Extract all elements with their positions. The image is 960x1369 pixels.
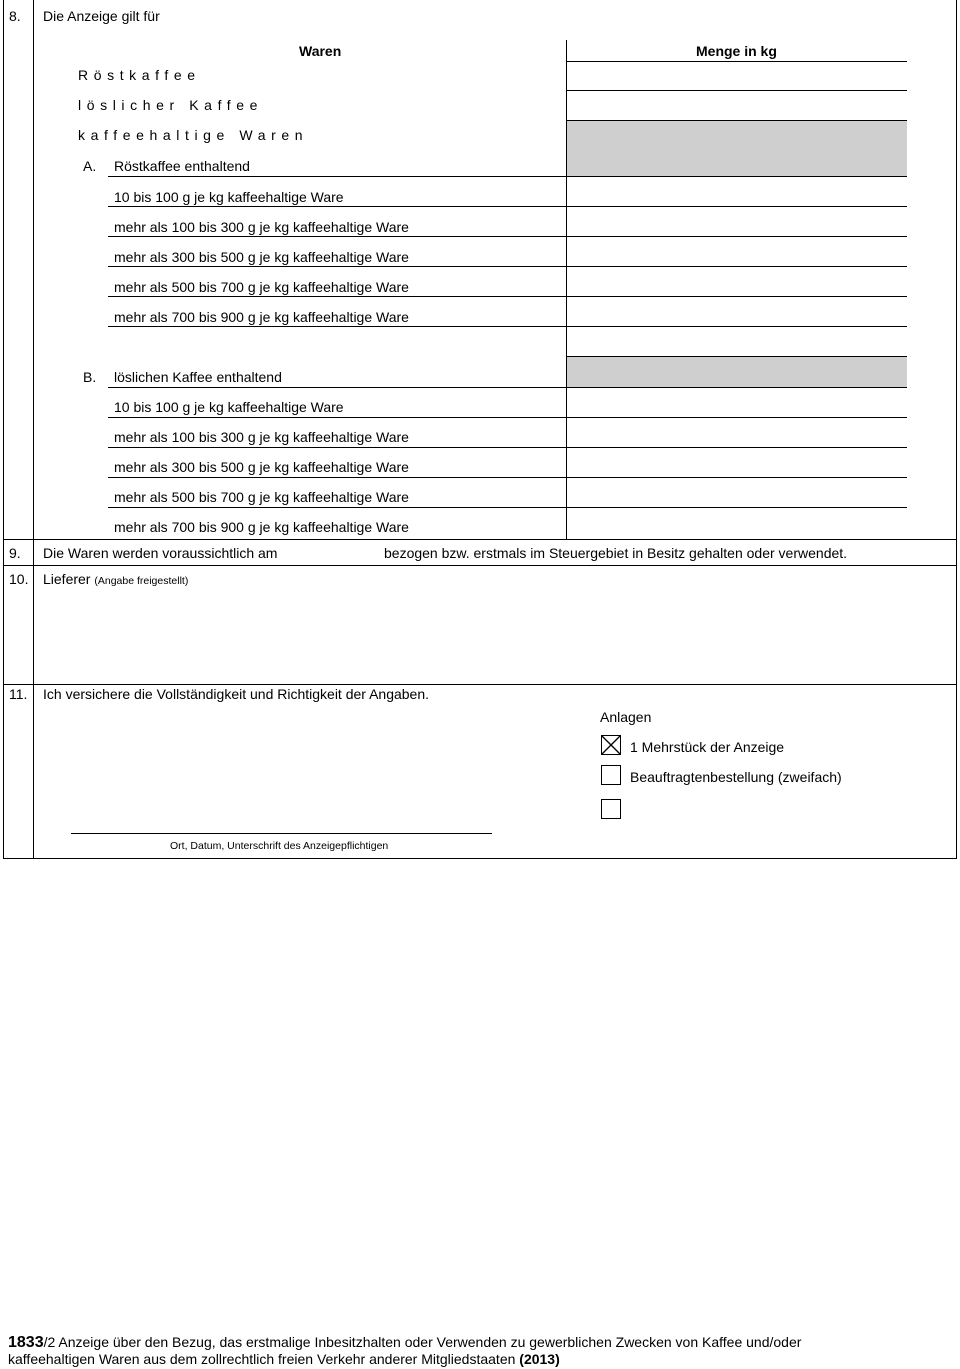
menge-field[interactable] [567,448,907,477]
section9-text-right: bezogen bzw. erstmals im Steuergebiet in Besitz gehalten oder verwendet. [384,545,848,561]
footer-line-2 [8,1351,560,1367]
group-b-title: löslichen Kaffee enthaltend [114,369,282,385]
attachment-checkbox-checked[interactable] [601,735,621,755]
lieferer-note: (Angabe freigestellt) [94,575,189,587]
attachment-checkbox[interactable] [601,799,621,819]
section9-number: 9. [9,545,21,561]
section11-text: Ich versichere die Vollständigkeit und Richtigkeit der Angaben. [43,686,430,702]
signature-line [71,833,492,834]
group-b-row: mehr als 500 bis 700 g je kg kaffeehaltige Ware [114,489,409,505]
category-roestkaffee: Röstkaffee [78,67,201,83]
group-a-letter: A. [83,158,97,174]
section8-number: 8. [9,8,21,24]
menge-field[interactable] [567,237,907,266]
menge-field[interactable] [567,508,907,538]
signature-field[interactable] [71,700,492,833]
group-b-row: mehr als 700 bis 900 g je kg kaffeehaltige Ware [114,519,409,535]
group-b-row: mehr als 300 bis 500 g je kg kaffeehaltige Ware [114,459,409,475]
menge-field[interactable] [567,388,907,417]
footer-title-1: Anzeige über den Bezug, das erstmalige Inbesitzhalten oder Verwenden zu gewerblichen Zwecken von Kaffee und/oder [55,1334,802,1350]
signature-caption: Ort, Datum, Unterschrift des Anzeigepflichtigen [170,840,389,852]
group-a-row: mehr als 100 bis 300 g je kg kaffeehaltige Ware [114,219,409,235]
anlagen-label: Anlagen [600,709,652,725]
menge-field-loeslicher-kaffee[interactable] [567,91,907,120]
lieferer-label: Lieferer [43,571,91,587]
lieferer-field[interactable] [36,592,954,682]
section-divider [3,565,957,566]
category-loeslicher-kaffee: löslicher Kaffee [78,97,264,113]
group-a-gray-cell [567,121,907,176]
group-b-letter: B. [83,369,97,385]
group-b-gray-cell [567,357,907,387]
footer-title-2: kaffeehaltigen Waren aus dem zollrechtlich freien Verkehr anderer Mitgliedstaaten [8,1351,520,1367]
group-b-row: mehr als 100 bis 300 g je kg kaffeehaltige Ware [114,429,409,445]
row-rule [108,326,907,327]
category-kaffeehaltige-waren: kaffeehaltige Waren [78,127,309,143]
group-a-row: mehr als 300 bis 500 g je kg kaffeehaltige Ware [114,249,409,265]
section-divider [3,684,957,685]
attachment-label: Beauftragtenbestellung (zweifach) [630,769,842,785]
section11-number: 11. [9,686,28,702]
group-a-row: mehr als 700 bis 900 g je kg kaffeehaltige Ware [114,309,409,325]
attachment-checkbox[interactable] [601,765,621,785]
menge-field[interactable] [567,177,907,206]
attachment-label: 1 Mehrstück der Anzeige [630,739,785,755]
menge-field[interactable] [567,478,907,507]
menge-field[interactable] [567,207,907,236]
column-header-waren: Waren [299,43,342,59]
menge-field[interactable] [567,418,907,447]
section8-title: Die Anzeige gilt für [43,8,160,24]
section-divider [3,539,957,540]
section10-number: 10. [9,571,29,587]
column-header-menge: Menge in kg [696,43,777,59]
form-year: (2013) [519,1351,560,1367]
group-b-row: 10 bis 100 g je kg kaffeehaltige Ware [114,399,344,415]
menge-field[interactable] [567,267,907,296]
form-suffix: /2 [43,1334,56,1350]
date-field[interactable] [285,541,377,563]
check-x-icon [601,735,621,755]
section10-label [43,571,188,589]
group-a-title: Röstkaffee enthaltend [114,158,250,174]
section9-text-left: Die Waren werden voraussichtlich am [43,545,278,561]
group-a-row: mehr als 500 bis 700 g je kg kaffeehaltige Ware [114,279,409,295]
menge-field[interactable] [567,297,907,326]
menge-field-roestkaffee[interactable] [567,62,907,90]
group-a-row: 10 bis 100 g je kg kaffeehaltige Ware [114,189,344,205]
number-column-divider [33,0,34,859]
footer-line-1 [8,1334,801,1351]
form-number: 1833 [8,1334,44,1351]
